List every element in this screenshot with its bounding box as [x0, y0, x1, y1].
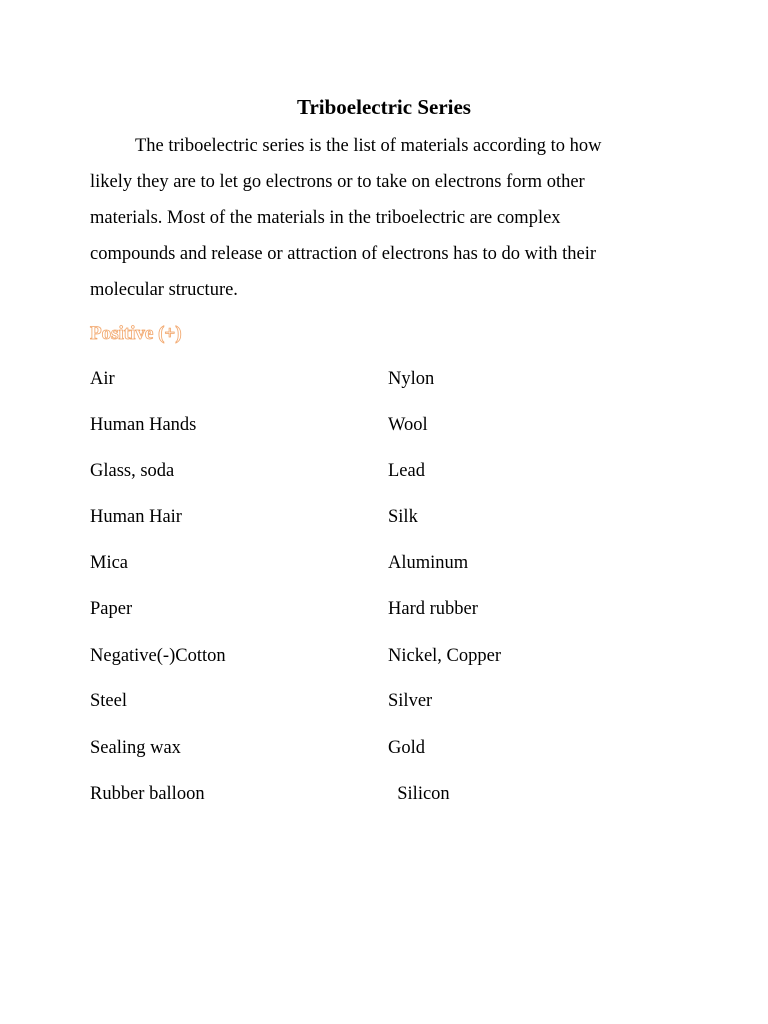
material-right: Hard rubber — [388, 599, 478, 619]
material-row — [0, 548, 768, 578]
material-left: Steel — [90, 691, 127, 711]
material-right: Silver — [388, 691, 433, 711]
material-left: Rubber balloon — [90, 784, 205, 804]
material-row — [0, 641, 768, 671]
document-title: Triboelectric Series — [297, 95, 471, 119]
material-left: Sealing wax — [90, 738, 181, 758]
material-left: Negative(-)Cotton — [90, 646, 226, 666]
material-right: Lead — [388, 461, 425, 481]
material-row — [0, 410, 768, 440]
material-row — [0, 686, 768, 716]
material-left: Glass, soda — [90, 461, 175, 481]
material-right: Nylon — [388, 369, 435, 389]
paragraph-line: molecular structure. — [90, 280, 238, 300]
material-right: Nickel, Copper — [388, 646, 502, 666]
material-row — [0, 733, 768, 763]
material-left: Paper — [90, 599, 133, 619]
paragraph-line: materials. Most of the materials in the triboelectric are complex — [90, 208, 561, 228]
material-row — [0, 364, 768, 394]
paragraph-line: likely they are to let go electrons or to take on electrons form other — [90, 172, 585, 192]
material-row — [0, 456, 768, 486]
material-right: Silicon — [388, 784, 450, 804]
material-row — [0, 594, 768, 624]
material-left: Air — [90, 369, 115, 389]
positive-heading: Positive (+) — [90, 323, 182, 344]
material-right: Gold — [388, 738, 425, 758]
material-left: Human Hair — [90, 507, 182, 527]
material-row — [0, 502, 768, 532]
material-left: Human Hands — [90, 415, 197, 435]
material-right: Wool — [388, 415, 428, 435]
paragraph-line: compounds and release or attraction of electrons has to do with their — [90, 244, 597, 264]
material-row — [0, 779, 768, 809]
paragraph-line: The triboelectric series is the list of materials according to how — [135, 136, 602, 156]
material-right: Silk — [388, 507, 418, 527]
material-left: Mica — [90, 553, 129, 573]
intro-paragraph — [90, 128, 670, 308]
material-right: Aluminum — [388, 553, 469, 573]
